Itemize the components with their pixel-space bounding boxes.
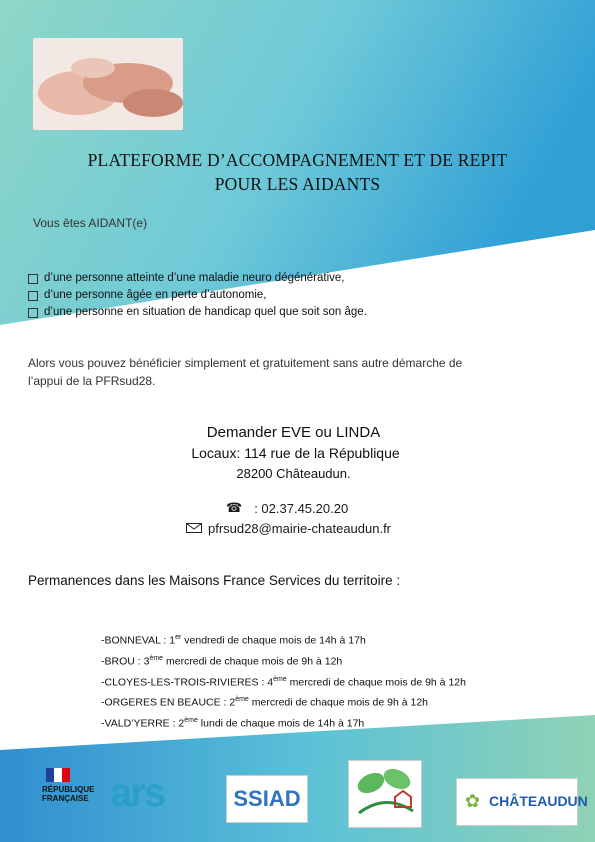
page-title-line1: PLATEFORME D’ACCOMPAGNEMENT ET DE REPIT bbox=[87, 150, 508, 170]
chateaudun-logo: ✿ CHÂTEAUDUN bbox=[456, 778, 578, 826]
checklist bbox=[28, 270, 367, 321]
phone-number[interactable]: : 02.37.45.20.20 bbox=[254, 500, 349, 516]
email-icon bbox=[186, 521, 202, 536]
permanence-item: -ORGERES EN BEAUCE : 2ème mercredi de chaque mois de 9h à 12h bbox=[101, 696, 429, 709]
permanence-item: -VALD’YERRE : 2ème lundi de chaque mois de 14h à 17h bbox=[101, 717, 365, 730]
permanences-title: Permanences dans les Maisons France Services du territoire : bbox=[28, 573, 401, 588]
flower-icon: ✿ bbox=[465, 791, 481, 811]
checkbox-icon bbox=[28, 274, 38, 284]
phone-icon: ☎ bbox=[226, 500, 243, 515]
checklist-item: d’une personne âgée en perte d’autonomie, bbox=[28, 287, 367, 304]
hands-photo bbox=[33, 38, 183, 130]
checklist-item: d’une personne en situation de handicap quel que soit son âge. bbox=[28, 304, 367, 321]
page-title-line2: POUR LES AIDANTS bbox=[214, 174, 381, 194]
contact-names: Demander EVE ou LINDA bbox=[206, 424, 381, 441]
checkbox-icon bbox=[28, 291, 38, 301]
contact-phone bbox=[226, 500, 348, 516]
permanence-item: -BONNEVAL : 1er vendredi de chaque mois de 14h à 17h bbox=[101, 634, 366, 647]
checkbox-icon bbox=[28, 308, 38, 318]
contact-email bbox=[186, 521, 391, 536]
pfr-leaf-logo bbox=[348, 760, 422, 828]
contact-address-line1: Locaux: 114 rue de la République bbox=[191, 445, 400, 461]
intro-prefix: Vous êtes bbox=[33, 216, 89, 230]
permanence-item: -CLOYES-LES-TROIS-RIVIERES : 4ème mercredi de chaque mois de 9h à 12h bbox=[101, 675, 466, 689]
description-paragraph: Alors vous pouvez bénéficier simplement et gratuitement sans autre démarche de l’appui de la PFRsud28. bbox=[28, 356, 463, 388]
checklist-item: d’une personne atteinte d’une maladie neuro dégénérative, bbox=[28, 270, 367, 287]
permanences-list bbox=[101, 629, 466, 733]
contact-address-line2: 28200 Châteaudun. bbox=[236, 466, 351, 481]
email-address[interactable]: pfrsud28@mairie-chateaudun.fr bbox=[208, 521, 392, 536]
ssiad-logo: SSIAD bbox=[226, 775, 308, 823]
intro-text bbox=[33, 216, 147, 230]
intro-highlight: AIDANT(e) bbox=[88, 216, 148, 230]
republique-francaise-logo: RÉPUBLIQUE FRANÇAISE bbox=[42, 768, 104, 830]
permanence-item: -BROU : 3ème mercredi de chaque mois de 9h à 12h bbox=[101, 654, 343, 668]
ars-logo: ars bbox=[110, 771, 165, 815]
